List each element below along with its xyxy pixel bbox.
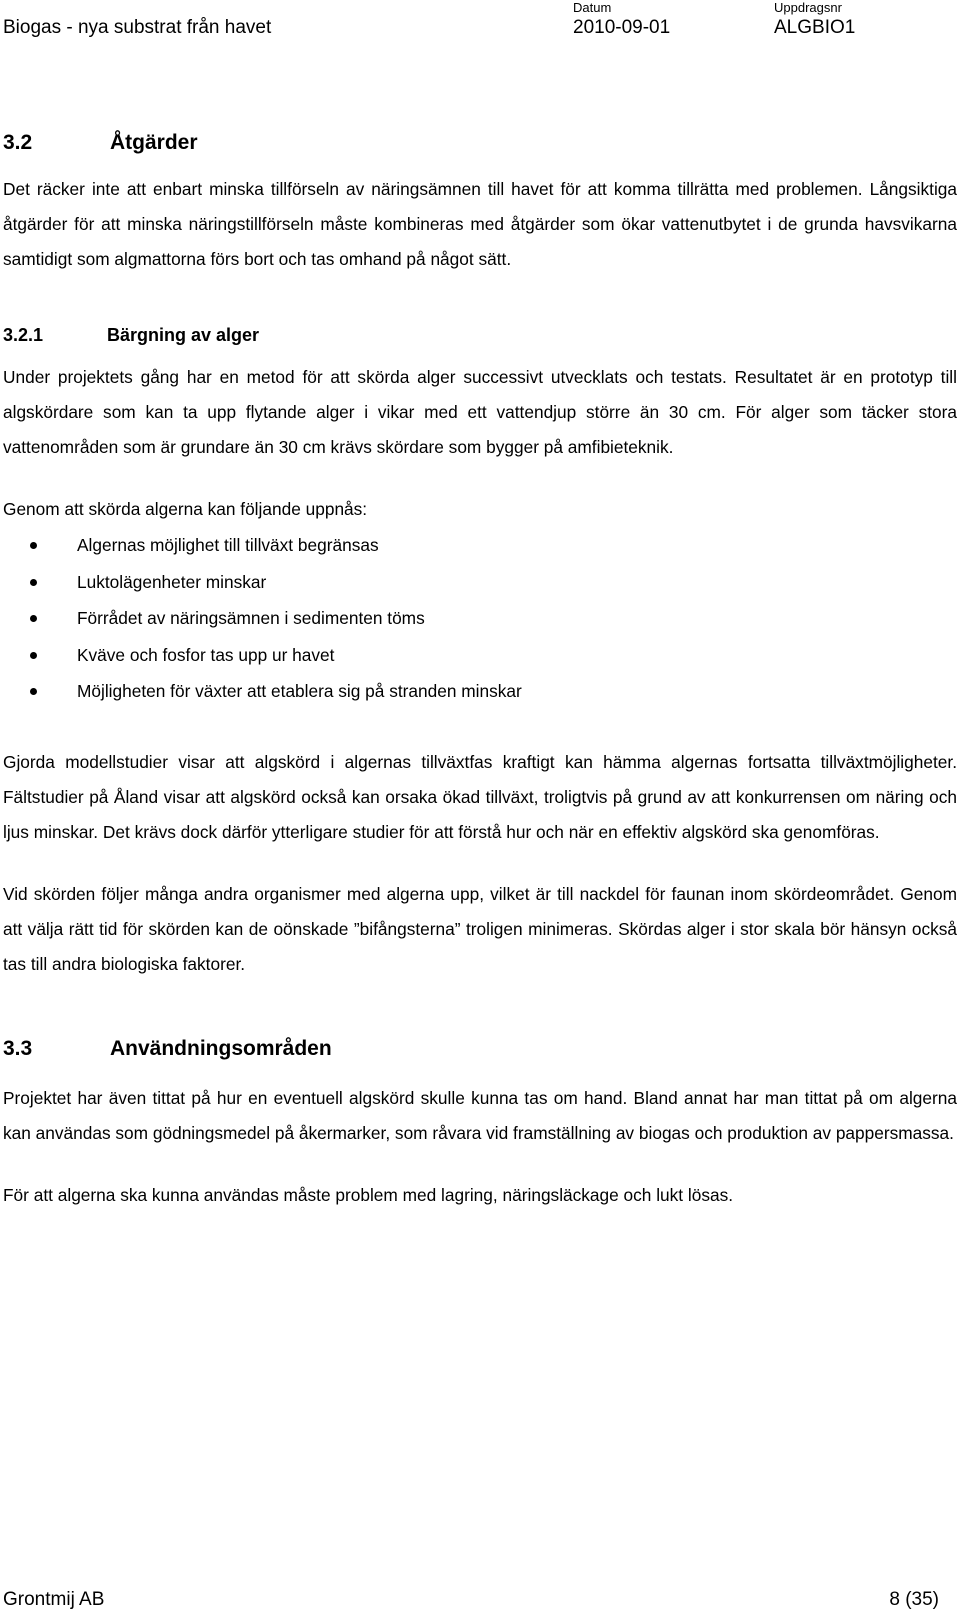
paragraph-modellstudier: Gjorda modellstudier visar att algskörd i algernas tillväxtfas kraftigt kan hämma algernas fortsatta tillväxtmöjligheter. Fältstudier på Åland visar att algskörd också kan orsaka ökad tillväxt, troligtvis på grund av att konkurrensen om näring och ljus minskar. Det krävs dock därför ytterligare studier för att förstå hur och när en effektiv algskörd ska genomföras. (3, 751, 957, 842)
footer-page-number: 8 (35) (889, 1589, 939, 1610)
paragraph-atgarder: Det räcker inte att enbart minska tillförseln av näringsämnen till havet för att komma tillrätta med problemen. Långsiktiga åtgärder för att minska näringstillförseln måste kombineras med åtgärder som ökar vattenutbytet i de grunda havsvikarna samtidigt som algmattorna förs bort och tas omhand på något sätt. (3, 179, 957, 269)
bullet-icon (30, 688, 37, 695)
page-content (3, 128, 957, 1213)
paragraph-anvandning: Projektet har även tittat på hur en eventuell algskörd skulle kunna tas om hand. Bland annat har man tittat på om algerna kan användas som gödningsmedel på åkermarker, som råvara vid framställning av biogas och produktion av pappersmassa. (3, 1087, 957, 1143)
bullet-icon (30, 579, 37, 586)
list-item-text: Luktolägenheter minskar (77, 571, 267, 592)
section-heading-3-2-1 (3, 321, 957, 349)
list-item-text: Möjligheten för växter att etablera sig på stranden minskar (77, 681, 522, 701)
assignment-number-label: Uppdragsnr (774, 0, 842, 15)
list-item (3, 600, 957, 637)
list-item-text: Algernas möjlighet till tillväxt begränsas (77, 535, 379, 555)
page-header (0, 0, 960, 52)
document-title: Biogas - nya substrat från havet (3, 17, 272, 38)
bullet-icon (30, 542, 37, 549)
list-item (3, 637, 957, 674)
section-number: 3.3 (3, 1036, 33, 1060)
bullet-icon (30, 615, 37, 622)
list-item (3, 564, 957, 601)
list-item (3, 527, 957, 564)
list-item-text: Förrådet av näringsämnen i sedimenten töms (77, 608, 425, 628)
date-label: Datum (573, 0, 612, 15)
date-value: 2010-09-01 (573, 17, 671, 38)
paragraph-skorden: Vid skörden följer många andra organismer med algerna upp, vilket är till nackdel för faunan inom skördeområdet. Genom att välja rätt tid för skörden kan de oönskade ”bifångsterna” troligen minimeras. Skördas alger i stor skala bör hänsyn också tas till andra biologiska faktorer. (3, 883, 957, 974)
section-title: Användningsområden (110, 1036, 332, 1060)
benefits-list (3, 527, 957, 710)
section-title: Åtgärder (110, 131, 198, 154)
paragraph-bargning: Under projektets gång har en metod för att skörda alger successivt utvecklats och testats. Resultatet är en prototyp till algskördare som kan ta upp flytande alger i vikar med ett vattendjup större än 30 cm. För alger som täcker stora vattenområden som är grundare än 30 cm krävs skördare som bygger på amfibieteknik. (3, 367, 957, 457)
assignment-number-value: ALGBIO1 (774, 17, 856, 38)
section-heading-3-3 (3, 1034, 957, 1064)
section-heading-3-2 (3, 128, 957, 158)
list-item (3, 673, 957, 710)
section-number: 3.2.1 (3, 325, 44, 345)
list-intro: Genom att skörda algerna kan följande uppnås: (3, 499, 368, 519)
bullet-icon (30, 652, 37, 659)
paragraph-problem: För att algerna ska kunna användas måste problem med lagring, näringsläckage och lukt lösas. (3, 1184, 734, 1205)
section-title: Bärgning av alger (107, 325, 260, 345)
footer-company: Grontmij AB (3, 1589, 105, 1610)
section-number: 3.2 (3, 131, 33, 154)
list-item-text: Kväve och fosfor tas upp ur havet (77, 644, 335, 665)
